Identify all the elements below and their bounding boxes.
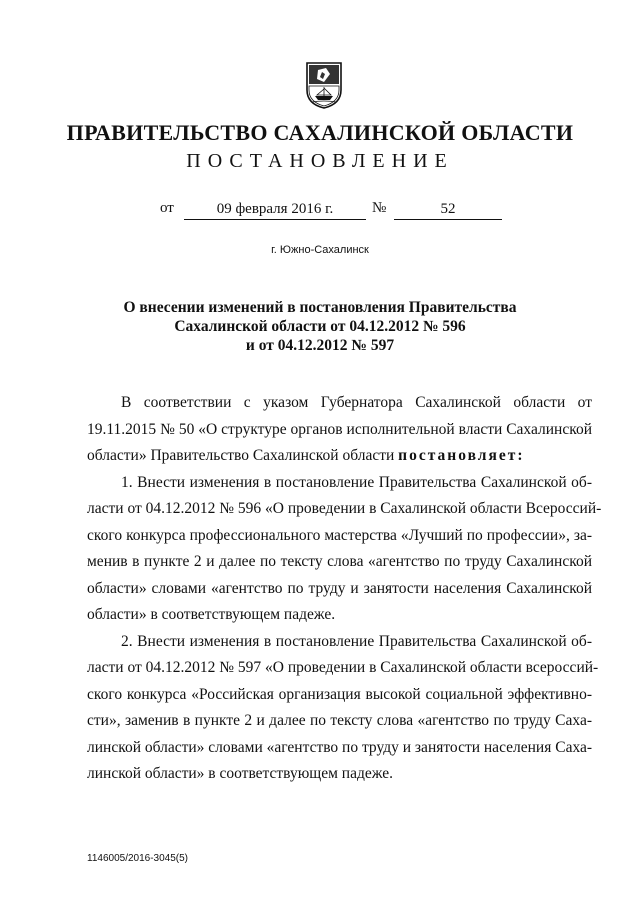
date-prefix: от (160, 200, 174, 216)
subject-line: О внесении изменений в постановления Правительства (123, 299, 517, 316)
number-prefix: № (372, 200, 387, 216)
subject-line: и от 04.12.2012 № 597 (245, 337, 395, 354)
body-line: линской области» словами «агентство по труду и занятости населения Саха- (87, 738, 593, 756)
date-number-row (0, 200, 640, 224)
body-line: сти», заменив в пункте 2 и далее по тексту слова «агентство по труду Саха- (87, 712, 592, 729)
body-line: 2. Внести изменения в постановление Правительства Сахалинской об- (121, 632, 592, 650)
body-line: области» в соответствующем падеже. (87, 606, 336, 623)
coat-of-arms-icon (304, 60, 344, 110)
document-type: ПОСТАНОВЛЕНИЕ (186, 150, 454, 172)
decree-word: постановляет: (398, 447, 525, 464)
body-line: 1. Внести изменения в постановление Правительства Сахалинской об- (121, 473, 592, 491)
organization-title: ПРАВИТЕЛЬСТВО САХАЛИНСКОЙ ОБЛАСТИ (66, 120, 574, 145)
city: г. Южно-Сахалинск (271, 244, 369, 256)
body-line: ласти от 04.12.2012 № 597 «О проведении в Сахалинской области всероссий- (87, 659, 599, 676)
document-code: 1146005/2016-3045(5) (87, 853, 189, 864)
body-line: менив в пункте 2 и далее по тексту слова «агентство по труду Сахалинской (87, 553, 592, 570)
body-line: линской области» в соответствующем падеже. (87, 765, 393, 782)
document-subject (0, 298, 640, 355)
subject-line: Сахалинской области от 04.12.2012 № 596 (174, 318, 466, 335)
document-number: 52 (394, 200, 502, 220)
body-line: В соответствии с указом Губернатора Сахалинской области от (121, 394, 592, 411)
body-line: области» словами «агентство по труду и занятости населения Сахалинской (87, 579, 592, 597)
body-line: ского конкурса профессионального мастерства «Лучший по профессии», за- (87, 526, 592, 544)
body-line-text: области» Правительство Сахалинской области (87, 447, 395, 464)
document-date: 09 февраля 2016 г. (184, 200, 366, 220)
body-line (87, 443, 592, 470)
body-line: ского конкурса «Российская организация высокой социальной эффективно- (87, 685, 592, 703)
body-line: 19.11.2015 № 50 «О структуре органов исполнительной власти Сахалинской (87, 420, 592, 438)
document-body (87, 390, 602, 788)
body-line: ласти от 04.12.2012 № 596 «О проведении в Сахалинской области Всероссий- (87, 500, 602, 517)
